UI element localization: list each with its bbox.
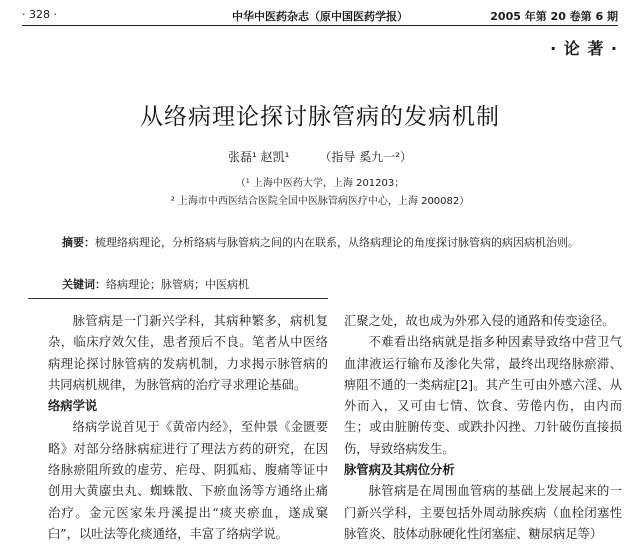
running-header: [22, 8, 618, 26]
body-paragraph: 络病学说首见于《黄帝内经》，至仲景《金匮要略》对部分络脉病症进行了理法方药的研究，在因络脉瘀阻所致的虚劳、疟母、阴狐疝、腹痛等证中创用大黄䗪虫丸、蜘蛛散、下瘀血汤等方通络止痛治疗。金元医家朱丹溪提出“痰夹瘀血，遂成窠臼”，以吐法等化痰通络，丰富了络病学说。: [48, 420, 328, 541]
left-column: [48, 311, 328, 545]
keywords-text: 络病理论；脉管病；中医病机: [106, 278, 249, 291]
continued-paragraph: 汇聚之处，故也成为外邪入侵的通路和传变途径。: [344, 314, 615, 328]
section-divider: [28, 298, 328, 299]
keywords-label: 关键词：: [62, 278, 106, 291]
page-number: · 328 ·: [22, 8, 57, 21]
abstract: [62, 233, 602, 253]
abstract-label: 摘要：: [62, 236, 95, 249]
affiliation-1: （¹ 上海中医药大学，上海 201203；: [235, 178, 405, 189]
abstract-text: 梳理络病理论，分析络病与脉管病之间的内在联系，从络病理论的角度探讨脉管病的病因病机治则。: [95, 236, 579, 249]
section-heading-luobing: 络病学说: [48, 399, 98, 414]
header-rule: [22, 25, 618, 26]
right-column: [344, 311, 622, 545]
body-paragraph: 脉管病是在周围血管病的基础上发展起来的一门新兴学科，主要包括外周动脉疾病（血栓闭塞性脉管炎、肢体动脉硬化性闭塞症、糖尿病足等）: [344, 484, 622, 541]
advisor: （指导 奚九一²）: [319, 150, 412, 164]
journal-name: 中华中医药杂志（原中国医药学报）: [232, 10, 408, 23]
article-title: 从络病理论探讨脉管病的发病机制: [140, 104, 500, 130]
body-paragraph: 不难看出络病就是指多种因素导致络中营卫气血津液运行输布及渗化失常，最终出现络脉瘀滞、痹阻不通的一类病症[2]。其产生可由外感六淫、从外而入，又可由七情、饮食、劳倦内伤，由内而生；或由脏腑传变、或跌扑闪挫、刀针破伤直接损伤，导致络病发生。: [344, 335, 622, 456]
keywords: [62, 276, 602, 294]
issue-info: 2005 年第 20 卷第 6 期: [490, 10, 618, 23]
section-heading-maiguan: 脉管病及其病位分析: [344, 463, 455, 478]
affiliation-2: ² 上海市中西医结合医院全国中医脉管病医疗中心，上海 200082）: [170, 196, 470, 207]
column-tag: · 论 著 ·: [550, 39, 618, 58]
author-line: [0, 148, 640, 165]
intro-paragraph: 脉管病是一门新兴学科，其病种繁多，病机复杂，临床疗效欠佳，患者预后不良。笔者从中医络病理论探讨脉管病的发病机制，力求揭示脉管病的共同病机规律，为脉管病的治疗寻求理论基础。: [48, 314, 328, 392]
author-names: 张磊¹ 赵凯¹: [228, 150, 290, 164]
